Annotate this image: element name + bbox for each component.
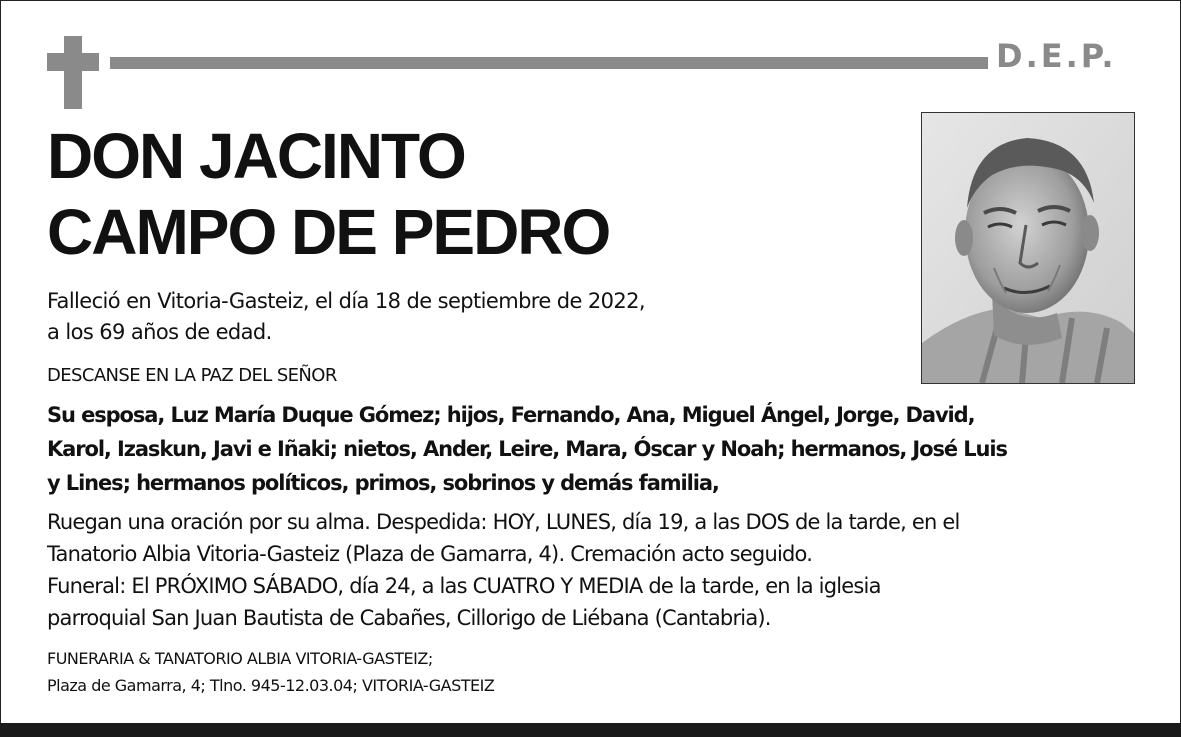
service-line: Ruegan una oración por su alma. Despedida: HOY, LUNES, día 19, a las DOS de la tarde, en el bbox=[47, 510, 960, 534]
dep-label: D.E.P. bbox=[996, 37, 1117, 75]
cross-icon bbox=[64, 36, 82, 109]
cross-icon-bar bbox=[47, 53, 99, 71]
service-line: parroquial San Juan Bautista de Cabañes, Cillorigo de Liébana (Cantabria). bbox=[47, 606, 771, 630]
service-line: Funeral: El PRÓXIMO SÁBADO, día 24, a las CUATRO Y MEDIA de la tarde, en la iglesia bbox=[47, 574, 881, 598]
family-line: Su esposa, Luz María Duque Gómez; hijos, Fernando, Ana, Miguel Ángel, Jorge, David, bbox=[47, 403, 975, 427]
death-info-line1: Falleció en Vitoria-Gasteiz, el día 18 de septiembre de 2022, bbox=[47, 289, 646, 313]
funeral-home-name: FUNERARIA & TANATORIO ALBIA VITORIA-GASTEIZ; bbox=[47, 649, 433, 668]
family-line: Karol, Izaskun, Javi e Iñaki; nietos, Ander, Leire, Mara, Óscar y Noah; hermanos, José Luis bbox=[47, 437, 1007, 461]
family-line: y Lines; hermanos políticos, primos, sobrinos y demás familia, bbox=[47, 471, 719, 495]
deceased-name-line1: DON JACINTO bbox=[47, 120, 465, 192]
portrait-photo bbox=[921, 112, 1135, 384]
death-info-line2: a los 69 años de edad. bbox=[47, 320, 272, 344]
bottom-rule bbox=[0, 723, 1181, 737]
header-rule bbox=[110, 57, 988, 69]
funeral-home-address: Plaza de Gamarra, 4; Tlno. 945-12.03.04; VITORIA-GASTEIZ bbox=[47, 676, 495, 695]
deceased-name bbox=[47, 118, 609, 270]
blessing-text: DESCANSE EN LA PAZ DEL SEÑOR bbox=[47, 365, 337, 386]
service-line: Tanatorio Albia Vitoria-Gasteiz (Plaza de Gamarra, 4). Cremación acto seguido. bbox=[47, 542, 813, 566]
deceased-name-line2: CAMPO DE PEDRO bbox=[47, 196, 610, 268]
